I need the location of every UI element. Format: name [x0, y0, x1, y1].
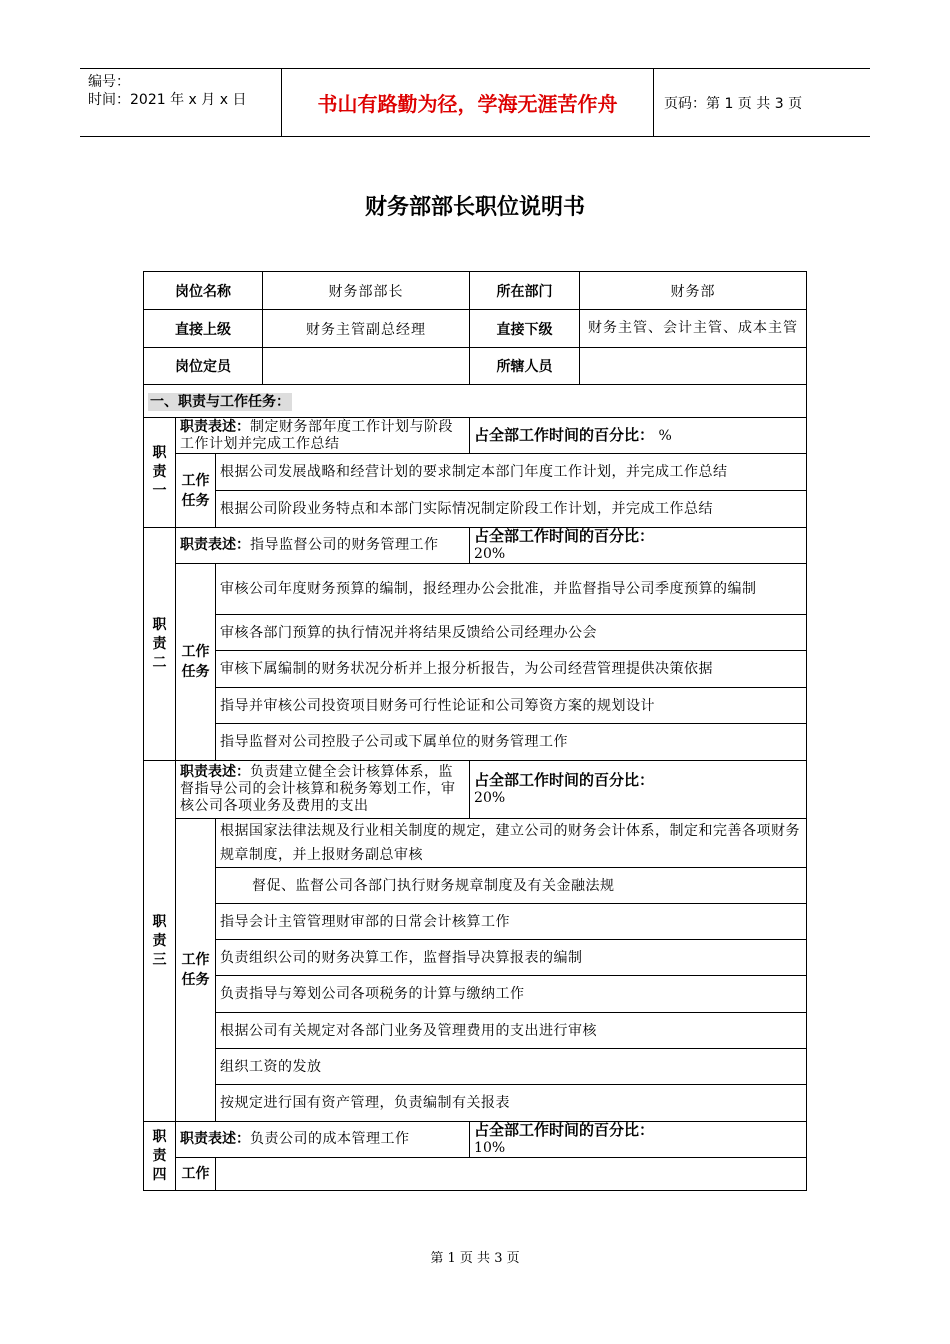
duty-description-row	[144, 1122, 807, 1158]
work-task: 根据国家法律法规及行业相关制度的规定，建立公司的财务会计体系，制定和完善各项财务规章制度，并上报财务副总审核	[216, 819, 807, 868]
duty-label	[144, 418, 176, 528]
work-tasks-label	[176, 564, 216, 761]
task-row	[144, 868, 807, 904]
duty-description-label: 职责表述：	[180, 1131, 250, 1147]
duty-description	[176, 528, 470, 564]
work-task	[216, 1158, 807, 1191]
duty-label	[144, 1122, 176, 1191]
work-task: 审核各部门预算的执行情况并将结果反馈给公司经理办公会	[216, 615, 807, 651]
task-row	[144, 1013, 807, 1049]
time-percentage	[470, 528, 807, 564]
task-row	[144, 976, 807, 1013]
task-row	[144, 564, 807, 615]
work-task: 审核下属编制的财务状况分析并上报分析报告，为公司经营管理提供决策依据	[216, 651, 807, 688]
department-label: 所在部门	[470, 272, 580, 310]
task-row	[144, 904, 807, 940]
work-task: 根据公司发展战略和经营计划的要求制定本部门年度工作计划，并完成工作总结	[216, 454, 807, 491]
task-row	[144, 940, 807, 976]
duty-description	[176, 1122, 470, 1158]
work-tasks-label-text: 工作任务	[181, 644, 210, 680]
task-row	[144, 724, 807, 761]
work-task: 组织工资的发放	[216, 1049, 807, 1085]
time-percentage-value: %	[658, 427, 672, 444]
duty-description	[176, 761, 470, 819]
duty-description-text: 制定财务部年度工作计划与阶段工作计划并完成工作总结	[180, 418, 453, 452]
task-row	[144, 615, 807, 651]
header-meta	[80, 69, 281, 136]
work-task: 审核公司年度财务预算的编制，报经理办公会批准，并监督指导公司季度预算的编制	[216, 564, 807, 615]
subordinate-label: 直接下级	[470, 310, 580, 348]
time-percentage-label: 占全部工作时间的百分比：	[474, 527, 655, 545]
work-task: 指导并审核公司投资项目财务可行性论证和公司筹资方案的规划设计	[216, 688, 807, 724]
work-task: 督促、监督公司各部门执行财务规章制度及有关金融法规	[216, 868, 807, 904]
duty-label-text: 职责二	[152, 616, 167, 671]
document-number-label: 编号：	[88, 74, 130, 90]
info-row-3	[144, 348, 807, 385]
task-row	[144, 688, 807, 724]
time-percentage-value: 20%	[474, 546, 506, 562]
duty-description-row	[144, 761, 807, 819]
headcount-label: 岗位定员	[144, 348, 263, 385]
headcount-value	[263, 348, 470, 385]
duty-description	[176, 418, 470, 454]
duty-description-text: 负责建立健全会计核算体系，监督指导公司的会计核算和税务筹划工作，审核公司各项业务及费用的支出	[180, 764, 456, 814]
position-name-value: 财务部部长	[263, 272, 470, 310]
time-percentage-label: 占全部工作时间的百分比：	[474, 425, 655, 444]
document-date: 时间：2021 年 x 月 x 日	[88, 92, 247, 108]
work-task: 根据公司阶段业务特点和本部门实际情况制定阶段工作计划，并完成工作总结	[216, 491, 807, 528]
task-row	[144, 651, 807, 688]
subordinate-value: 财务主管、会计主管、成本主管	[580, 310, 807, 348]
duty-description-row	[144, 418, 807, 454]
info-row-2	[144, 310, 807, 348]
duty-label-text: 职责一	[152, 445, 167, 499]
duty-description-label: 职责表述：	[180, 418, 250, 435]
position-name-label: 岗位名称	[144, 272, 263, 310]
duty-label-text: 职责三	[152, 913, 167, 968]
time-percentage	[470, 761, 807, 819]
work-task: 指导会计主管管理财审部的日常会计核算工作	[216, 904, 807, 940]
work-tasks-label	[176, 819, 216, 1122]
task-row	[144, 819, 807, 868]
work-tasks-label-text: 工作任务	[181, 952, 210, 988]
time-percentage	[470, 418, 807, 454]
document-title: 财务部部长职位说明书	[364, 195, 585, 220]
duty-description-label: 职责表述：	[180, 764, 250, 780]
page-footer: 第 1 页 共 3 页	[430, 1251, 520, 1266]
task-row	[144, 491, 807, 528]
task-row	[144, 454, 807, 491]
superior-label: 直接上级	[144, 310, 263, 348]
time-percentage-label: 占全部工作时间的百分比：	[474, 1121, 655, 1139]
work-tasks-label	[176, 1158, 216, 1191]
time-percentage-label: 占全部工作时间的百分比：	[474, 771, 655, 789]
staff-label: 所辖人员	[470, 348, 580, 385]
header-page-number: 页码：第 1 页 共 3 页	[664, 95, 803, 112]
work-task: 按规定进行国有资产管理，负责编制有关报表	[216, 1085, 807, 1122]
duty-label	[144, 528, 176, 761]
task-row	[144, 1158, 807, 1191]
work-tasks-label-text: 工作	[181, 1166, 210, 1182]
time-percentage-value: 20%	[474, 790, 506, 806]
task-row	[144, 1085, 807, 1122]
section-header-row	[144, 385, 807, 418]
section-title-text: 一、职责与工作任务：	[150, 394, 290, 410]
superior-value: 财务主管副总经理	[263, 310, 470, 348]
header-motto: 书山有路勤为径，学海无涯苦作舟	[281, 69, 654, 136]
staff-value	[580, 348, 807, 385]
work-task: 负责组织公司的财务决算工作，监督指导决算报表的编制	[216, 940, 807, 976]
duty-description-row	[144, 528, 807, 564]
time-percentage	[470, 1122, 807, 1158]
section-title	[144, 385, 807, 418]
page-header	[80, 68, 870, 137]
work-task: 指导监督对公司控股子公司或下属单位的财务管理工作	[216, 724, 807, 761]
work-tasks-label	[176, 454, 216, 528]
work-task: 负责指导与筹划公司各项税务的计算与缴纳工作	[216, 976, 807, 1013]
duty-label-text: 职责四	[152, 1128, 167, 1183]
duty-description-text: 指导监督公司的财务管理工作	[250, 537, 439, 553]
task-row	[144, 1049, 807, 1085]
job-description-table	[143, 271, 807, 1191]
duty-description-text: 负责公司的成本管理工作	[250, 1131, 410, 1147]
info-row-1	[144, 272, 807, 310]
time-percentage-value: 10%	[474, 1140, 506, 1156]
work-tasks-label-text: 工作任务	[181, 472, 210, 509]
department-value: 财务部	[580, 272, 807, 310]
duty-label	[144, 761, 176, 1122]
work-task: 根据公司有关规定对各部门业务及管理费用的支出进行审核	[216, 1013, 807, 1049]
duty-description-label: 职责表述：	[180, 537, 250, 553]
